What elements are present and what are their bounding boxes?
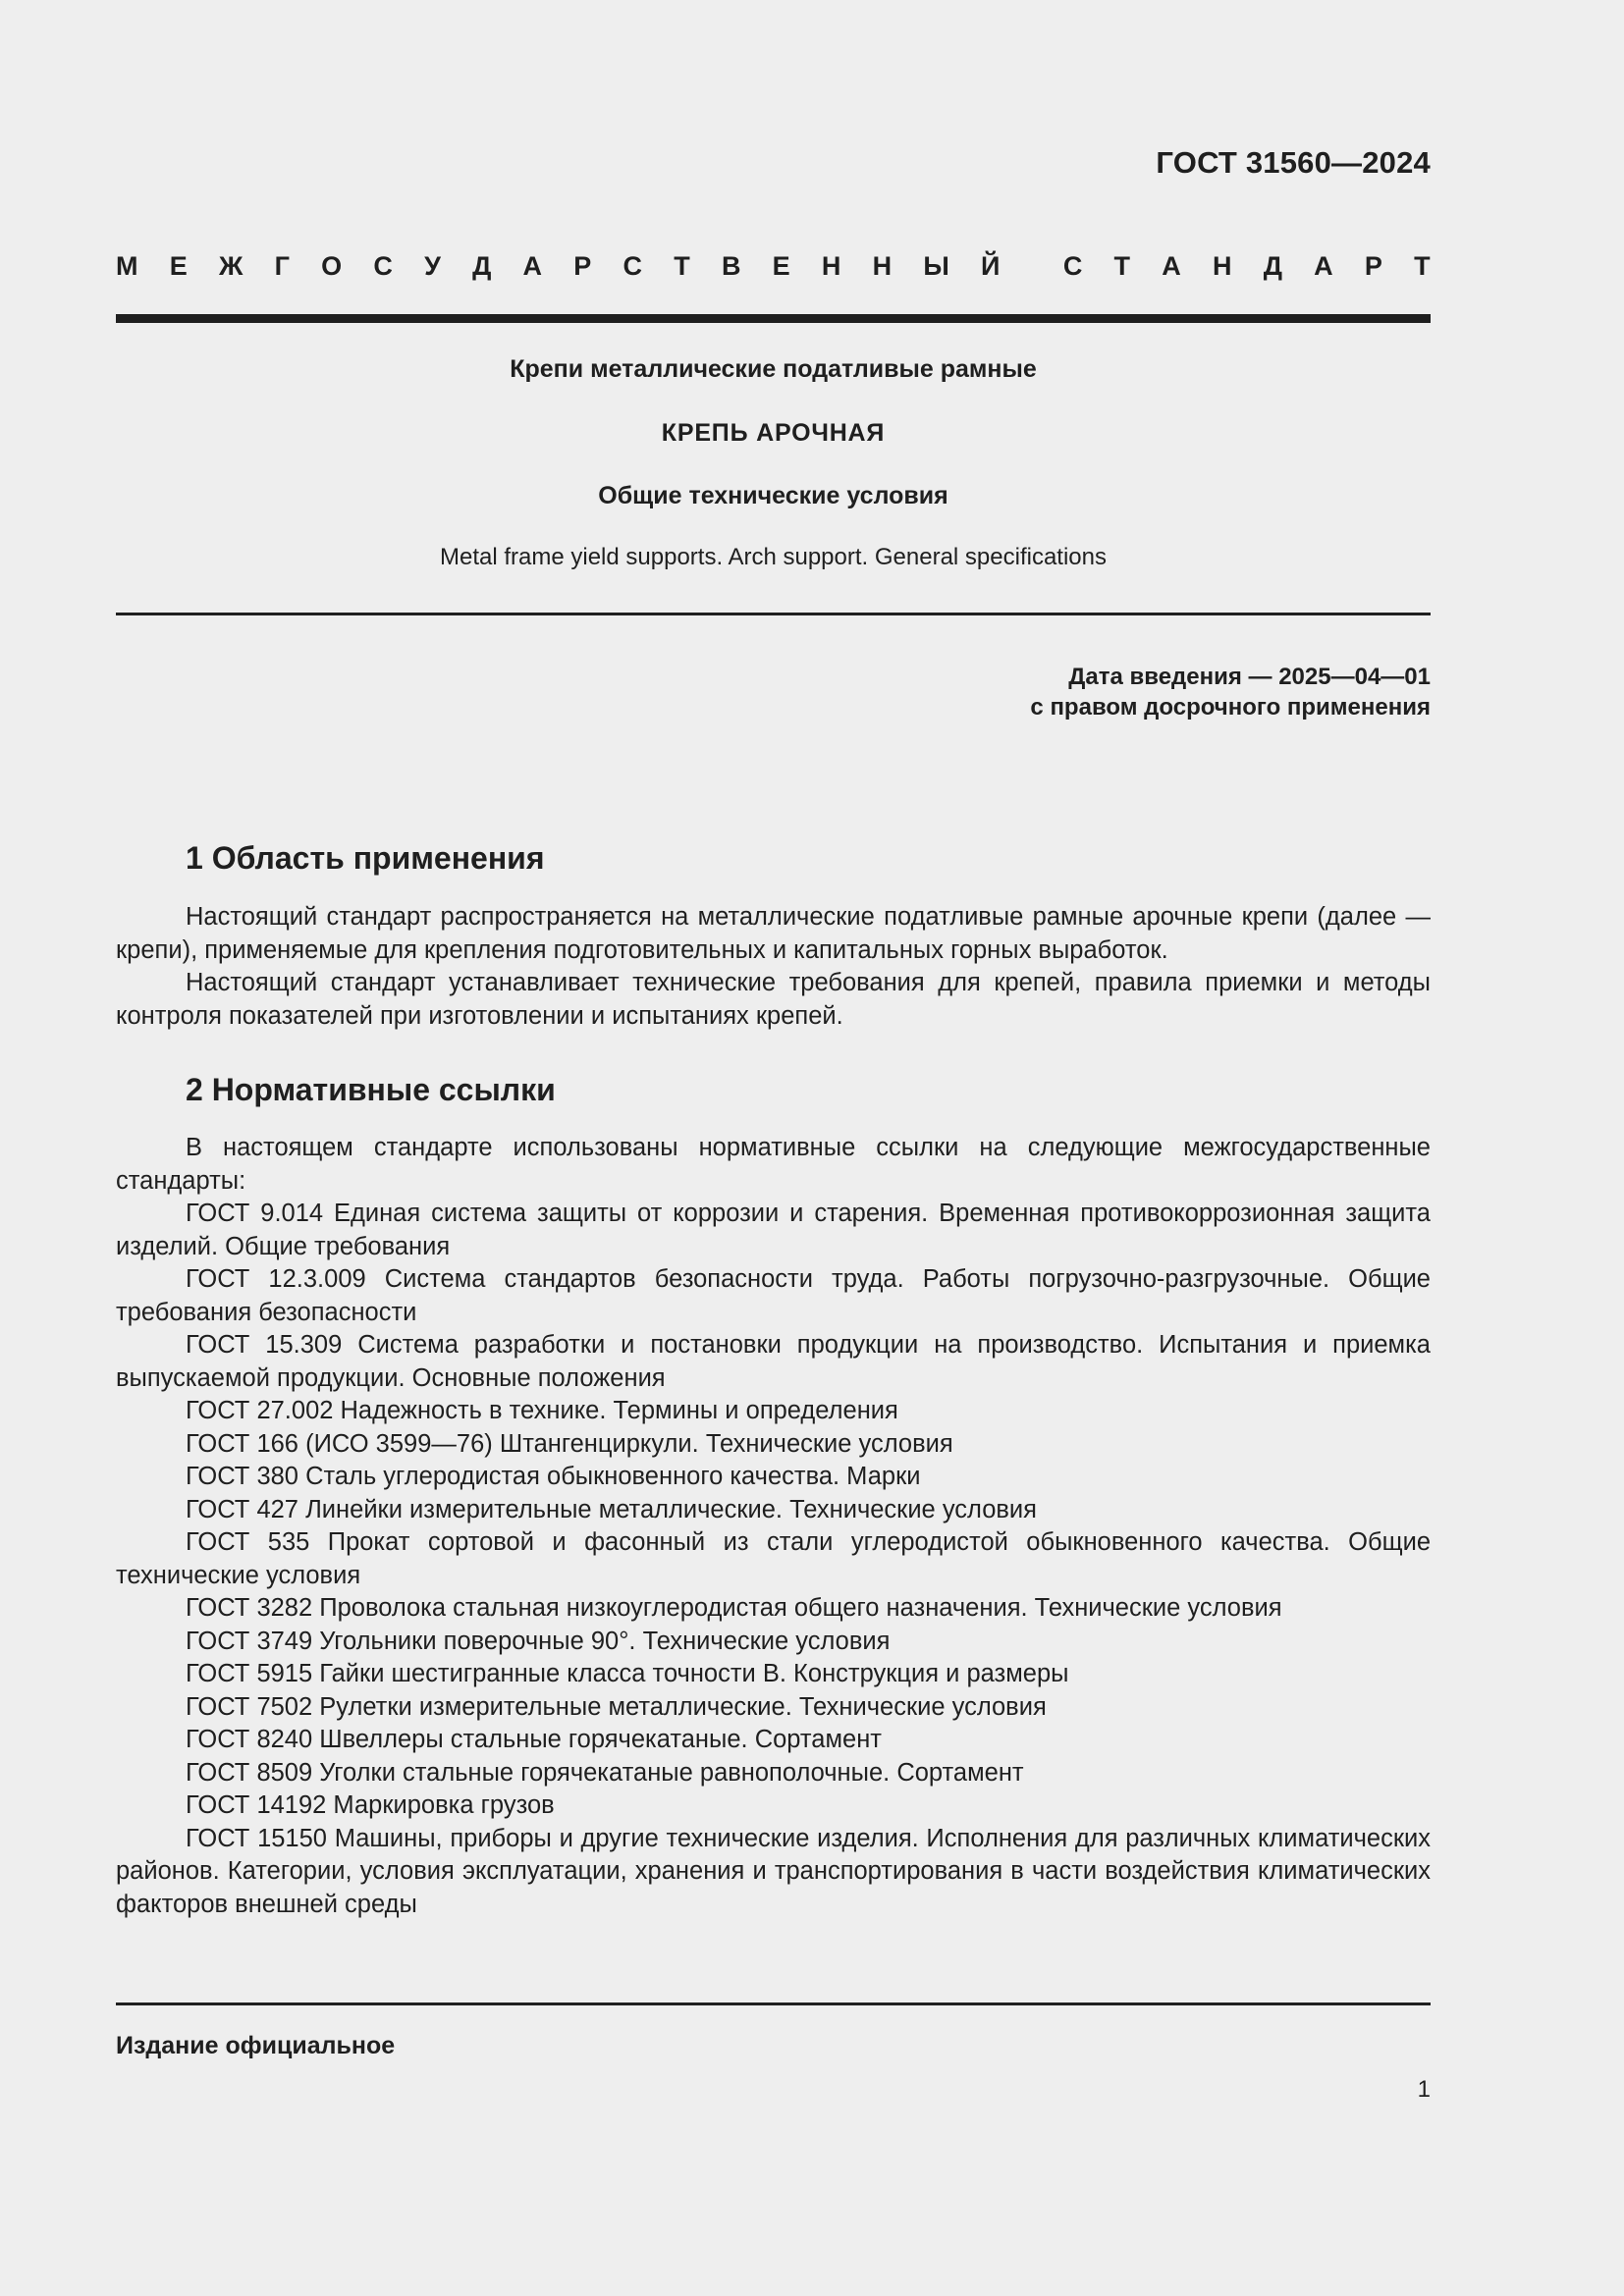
banner-letter: Й bbox=[980, 251, 1001, 281]
banner-letter: А bbox=[522, 251, 543, 281]
reference-item: ГОСТ 12.3.009 Система стандартов безопасности труда. Работы погрузочно-разгрузочные. Общие требования безопасности bbox=[116, 1265, 1431, 1326]
title-line-2: КРЕПЬ АРОЧНАЯ bbox=[661, 419, 886, 447]
paragraph: В настоящем стандарте использованы нормативные ссылки на следующие межгосударственные стандарты: bbox=[116, 1134, 1431, 1195]
banner-letter: Р bbox=[1364, 251, 1382, 281]
reference-item: ГОСТ 7502 Рулетки измерительные металлические. Технические условия bbox=[186, 1692, 1047, 1721]
early-application-note: с правом досрочного применения bbox=[1030, 694, 1431, 721]
banner-letter: Е bbox=[772, 251, 790, 281]
section-1-body bbox=[116, 901, 1431, 1033]
title-divider bbox=[116, 613, 1431, 615]
introduction-date: Дата введения — 2025—04—01 bbox=[1068, 664, 1431, 690]
reference-item: ГОСТ 3749 Угольники поверочные 90°. Технические условия bbox=[186, 1627, 891, 1655]
title-line-1: Крепи металлические податливые рамные bbox=[510, 355, 1037, 383]
reference-item: ГОСТ 15150 Машины, приборы и другие технические изделия. Исполнения для различных климатических районов. Категории, условия эксплуатации, хранения и транспортирования в части воздействия климатических факторов внешней среды bbox=[116, 1824, 1431, 1918]
reference-item: ГОСТ 14192 Маркировка грузов bbox=[186, 1791, 555, 1819]
banner-letter: О bbox=[321, 251, 343, 281]
introduction-date-block bbox=[1030, 662, 1431, 722]
banner-letter: Г bbox=[274, 251, 290, 281]
reference-item: ГОСТ 8509 Уголки стальные горячекатаные равнополочные. Сортамент bbox=[186, 1758, 1024, 1787]
reference-item: ГОСТ 15.309 Система разработки и постановки продукции на производство. Испытания и приемка выпускаемой продукции. Основные положения bbox=[116, 1331, 1431, 1392]
banner-letter: Н bbox=[872, 251, 893, 281]
paragraph: Настоящий стандарт распространяется на металлические податливые рамные арочные крепи (далее — крепи), применяемые для крепления подготовительных и капитальных горных выработок. bbox=[116, 903, 1431, 964]
reference-item: ГОСТ 8240 Швеллеры стальные горячекатаные. Сортамент bbox=[186, 1726, 882, 1753]
banner-letter: С bbox=[1062, 251, 1083, 281]
banner-letter: Ж bbox=[218, 251, 244, 281]
gost-number: ГОСТ 31560—2024 bbox=[1156, 145, 1431, 180]
reference-item: ГОСТ 535 Прокат сортовой и фасонный из стали углеродистой обыкновенного качества. Общие технические условия bbox=[116, 1528, 1431, 1589]
banner-letter: А bbox=[1314, 251, 1333, 281]
page-number: 1 bbox=[1417, 2076, 1431, 2103]
reference-item: ГОСТ 9.014 Единая система защиты от коррозии и старения. Временная противокоррозионная защита изделий. Общие требования bbox=[116, 1200, 1431, 1260]
banner-letter: Н bbox=[821, 251, 841, 281]
banner-letter: Р bbox=[573, 251, 592, 281]
standard-banner bbox=[116, 251, 1431, 282]
banner-letter: А bbox=[1162, 251, 1181, 281]
footer-divider bbox=[116, 2002, 1431, 2005]
section-1-heading: 1 Область применения bbox=[186, 840, 545, 876]
banner-letter: С bbox=[373, 251, 393, 281]
reference-item: ГОСТ 5915 Гайки шестигранные класса точности В. Конструкция и размеры bbox=[186, 1660, 1069, 1687]
reference-item: ГОСТ 3282 Проволока стальная низкоуглеродистая общего назначения. Технические условия bbox=[186, 1594, 1282, 1622]
banner-letter: В bbox=[721, 251, 741, 281]
banner-letter: Т bbox=[1113, 251, 1131, 281]
banner-letter: Е bbox=[169, 251, 188, 281]
normative-references-list bbox=[116, 1198, 1431, 1921]
banner-letter: С bbox=[623, 251, 642, 281]
banner-letter: М bbox=[116, 251, 138, 281]
paragraph: Настоящий стандарт устанавливает технические требования для крепей, правила приемки и методы контроля показателей при изготовлении и испытаниях крепей. bbox=[116, 969, 1431, 1030]
banner-letter: Т bbox=[1414, 251, 1431, 281]
section-2-heading: 2 Нормативные ссылки bbox=[186, 1072, 556, 1107]
reference-item: ГОСТ 427 Линейки измерительные металлические. Технические условия bbox=[186, 1495, 1037, 1523]
official-edition-label: Издание официальное bbox=[116, 2032, 396, 2059]
section-2-body bbox=[116, 1132, 1431, 1921]
header-divider-thick bbox=[116, 314, 1431, 323]
banner-letter: Д bbox=[1263, 251, 1282, 281]
banner-letter: Н bbox=[1212, 251, 1232, 281]
banner-letter: У bbox=[424, 251, 441, 281]
title-english: Metal frame yield supports. Arch support. General specifications bbox=[440, 544, 1107, 570]
reference-item: ГОСТ 27.002 Надежность в технике. Термины и определения bbox=[186, 1397, 898, 1424]
banner-letter: Т bbox=[674, 251, 690, 281]
banner-letter: Д bbox=[472, 251, 492, 281]
banner-letter: Ы bbox=[923, 251, 949, 281]
reference-item: ГОСТ 380 Сталь углеродистая обыкновенного качества. Марки bbox=[186, 1463, 921, 1490]
reference-item: ГОСТ 166 (ИСО 3599—76) Штангенциркули. Технические условия bbox=[186, 1429, 953, 1458]
title-line-3: Общие технические условия bbox=[598, 482, 948, 509]
